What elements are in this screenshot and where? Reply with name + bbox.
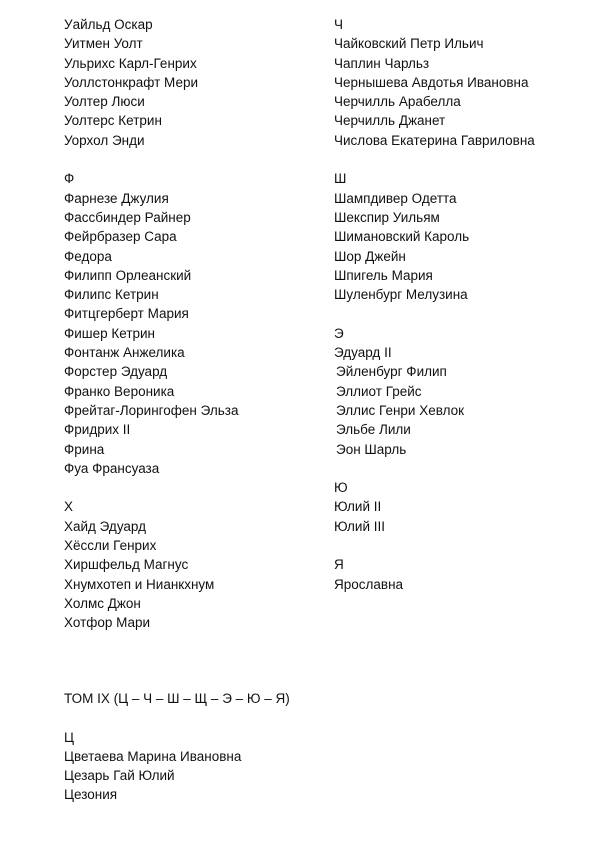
index-entry: Фонтанж Анжелика [64,345,185,361]
index-entry: Фрейтаг-Лорингофен Эльза [64,402,239,418]
index-section [334,15,584,150]
index-entry: Шпигель Мария [334,267,433,283]
index-entry: Федора [64,248,112,264]
index-entry: Эон Шарль [336,441,407,457]
index-entry: Ярославна [334,576,404,592]
index-section [334,169,584,304]
index-entry: Шуленбург Мелузина [334,287,468,303]
index-entry: Эльбе Лили [336,422,411,438]
index-entry: Фридрих II [64,422,131,438]
index-entry: Чернышева Авдотья Ивановна [334,74,529,90]
index-section [334,324,584,459]
section-letter: Ю [334,480,348,496]
index-entry: Хотфор Мари [64,615,151,631]
index-entry: Филипп Орлеанский [64,267,192,283]
index-entry: Эдуард II [334,345,392,361]
left-column [64,15,324,652]
index-entry: Фрина [64,441,105,457]
section-letter: Ц [64,729,74,745]
section-letter: Ч [334,17,343,32]
index-entry: Чаплин Чарльз [334,55,430,71]
index-entry: Фарнезе Джулия [64,190,169,206]
index-entry: Эллис Генри Хевлок [336,402,465,418]
section-letter: Ш [334,171,347,187]
index-section [334,478,584,536]
index-entry: Хиршфельд Магнус [64,557,189,573]
index-entry: Уолтер Люси [64,94,145,110]
index-entry: Эллиот Грейс [336,383,422,399]
index-entry: Филипс Кетрин [64,287,159,303]
index-entry: Фассбиндер Райнер [64,209,191,225]
index-entry: Уорхол Энди [64,132,145,148]
index-entry: Уолтерс Кетрин [64,113,162,129]
index-entry: Франко Вероника [64,383,175,399]
section-letter: Ф [64,171,75,187]
index-entry: Юлий II [334,499,382,515]
index-entry: Шампдивер Одетта [334,190,457,206]
volume-name-list [64,747,564,805]
index-section [64,497,324,632]
index-entry: Шор Джейн [334,248,406,264]
index-entry: Фейрбразер Сара [64,229,177,245]
index-entry: Шимановский Кароль [334,229,470,245]
section-letter: Я [334,557,344,573]
index-entry: Черчилль Арабелла [334,94,461,110]
index-entry: Шекспир Уильям [334,209,440,225]
index-entry: Холмс Джон [64,595,141,611]
index-entry: Уоллстонкрафт Мери [64,74,199,90]
index-section [64,15,324,150]
index-entry: Эйленбург Филип [336,364,447,380]
index-entry: Цветаева Марина Ивановна [64,748,242,764]
index-entry: Уайльд Оскар [64,17,153,32]
index-section [334,555,584,594]
index-entry: Чайковский Петр Ильич [334,36,484,52]
index-entry: Фишер Кетрин [64,325,156,341]
index-entry: Форстер Эдуард [64,364,168,380]
index-entry: Фуа Франсуаза [64,460,160,476]
index-entry: Ульрихс Карл-Генрих [64,55,197,71]
index-entry: Юлий III [334,518,385,534]
index-section [64,169,324,478]
section-letter: Э [334,325,344,341]
right-column [334,15,584,613]
index-entry: Цезония [64,787,118,803]
index-entry: Числова Екатерина Гавриловна [334,132,535,148]
index-entry: Фитцгерберт Мария [64,306,189,322]
volume-title: ТОМ IX (Ц – Ч – Ш – Щ – Э – Ю – Я) [64,691,290,706]
index-entry: Хнумхотеп и Нианкхнум [64,576,215,592]
volume-section [64,689,564,805]
index-entry: Цезарь Гай Юлий [64,768,175,784]
section-letter: Х [64,499,74,515]
index-entry: Хайд Эдуард [64,518,146,534]
index-entry: Хёссли Генрих [64,538,157,554]
index-entry: Уитмен Уолт [64,36,143,52]
index-entry: Черчилль Джанет [334,113,446,129]
